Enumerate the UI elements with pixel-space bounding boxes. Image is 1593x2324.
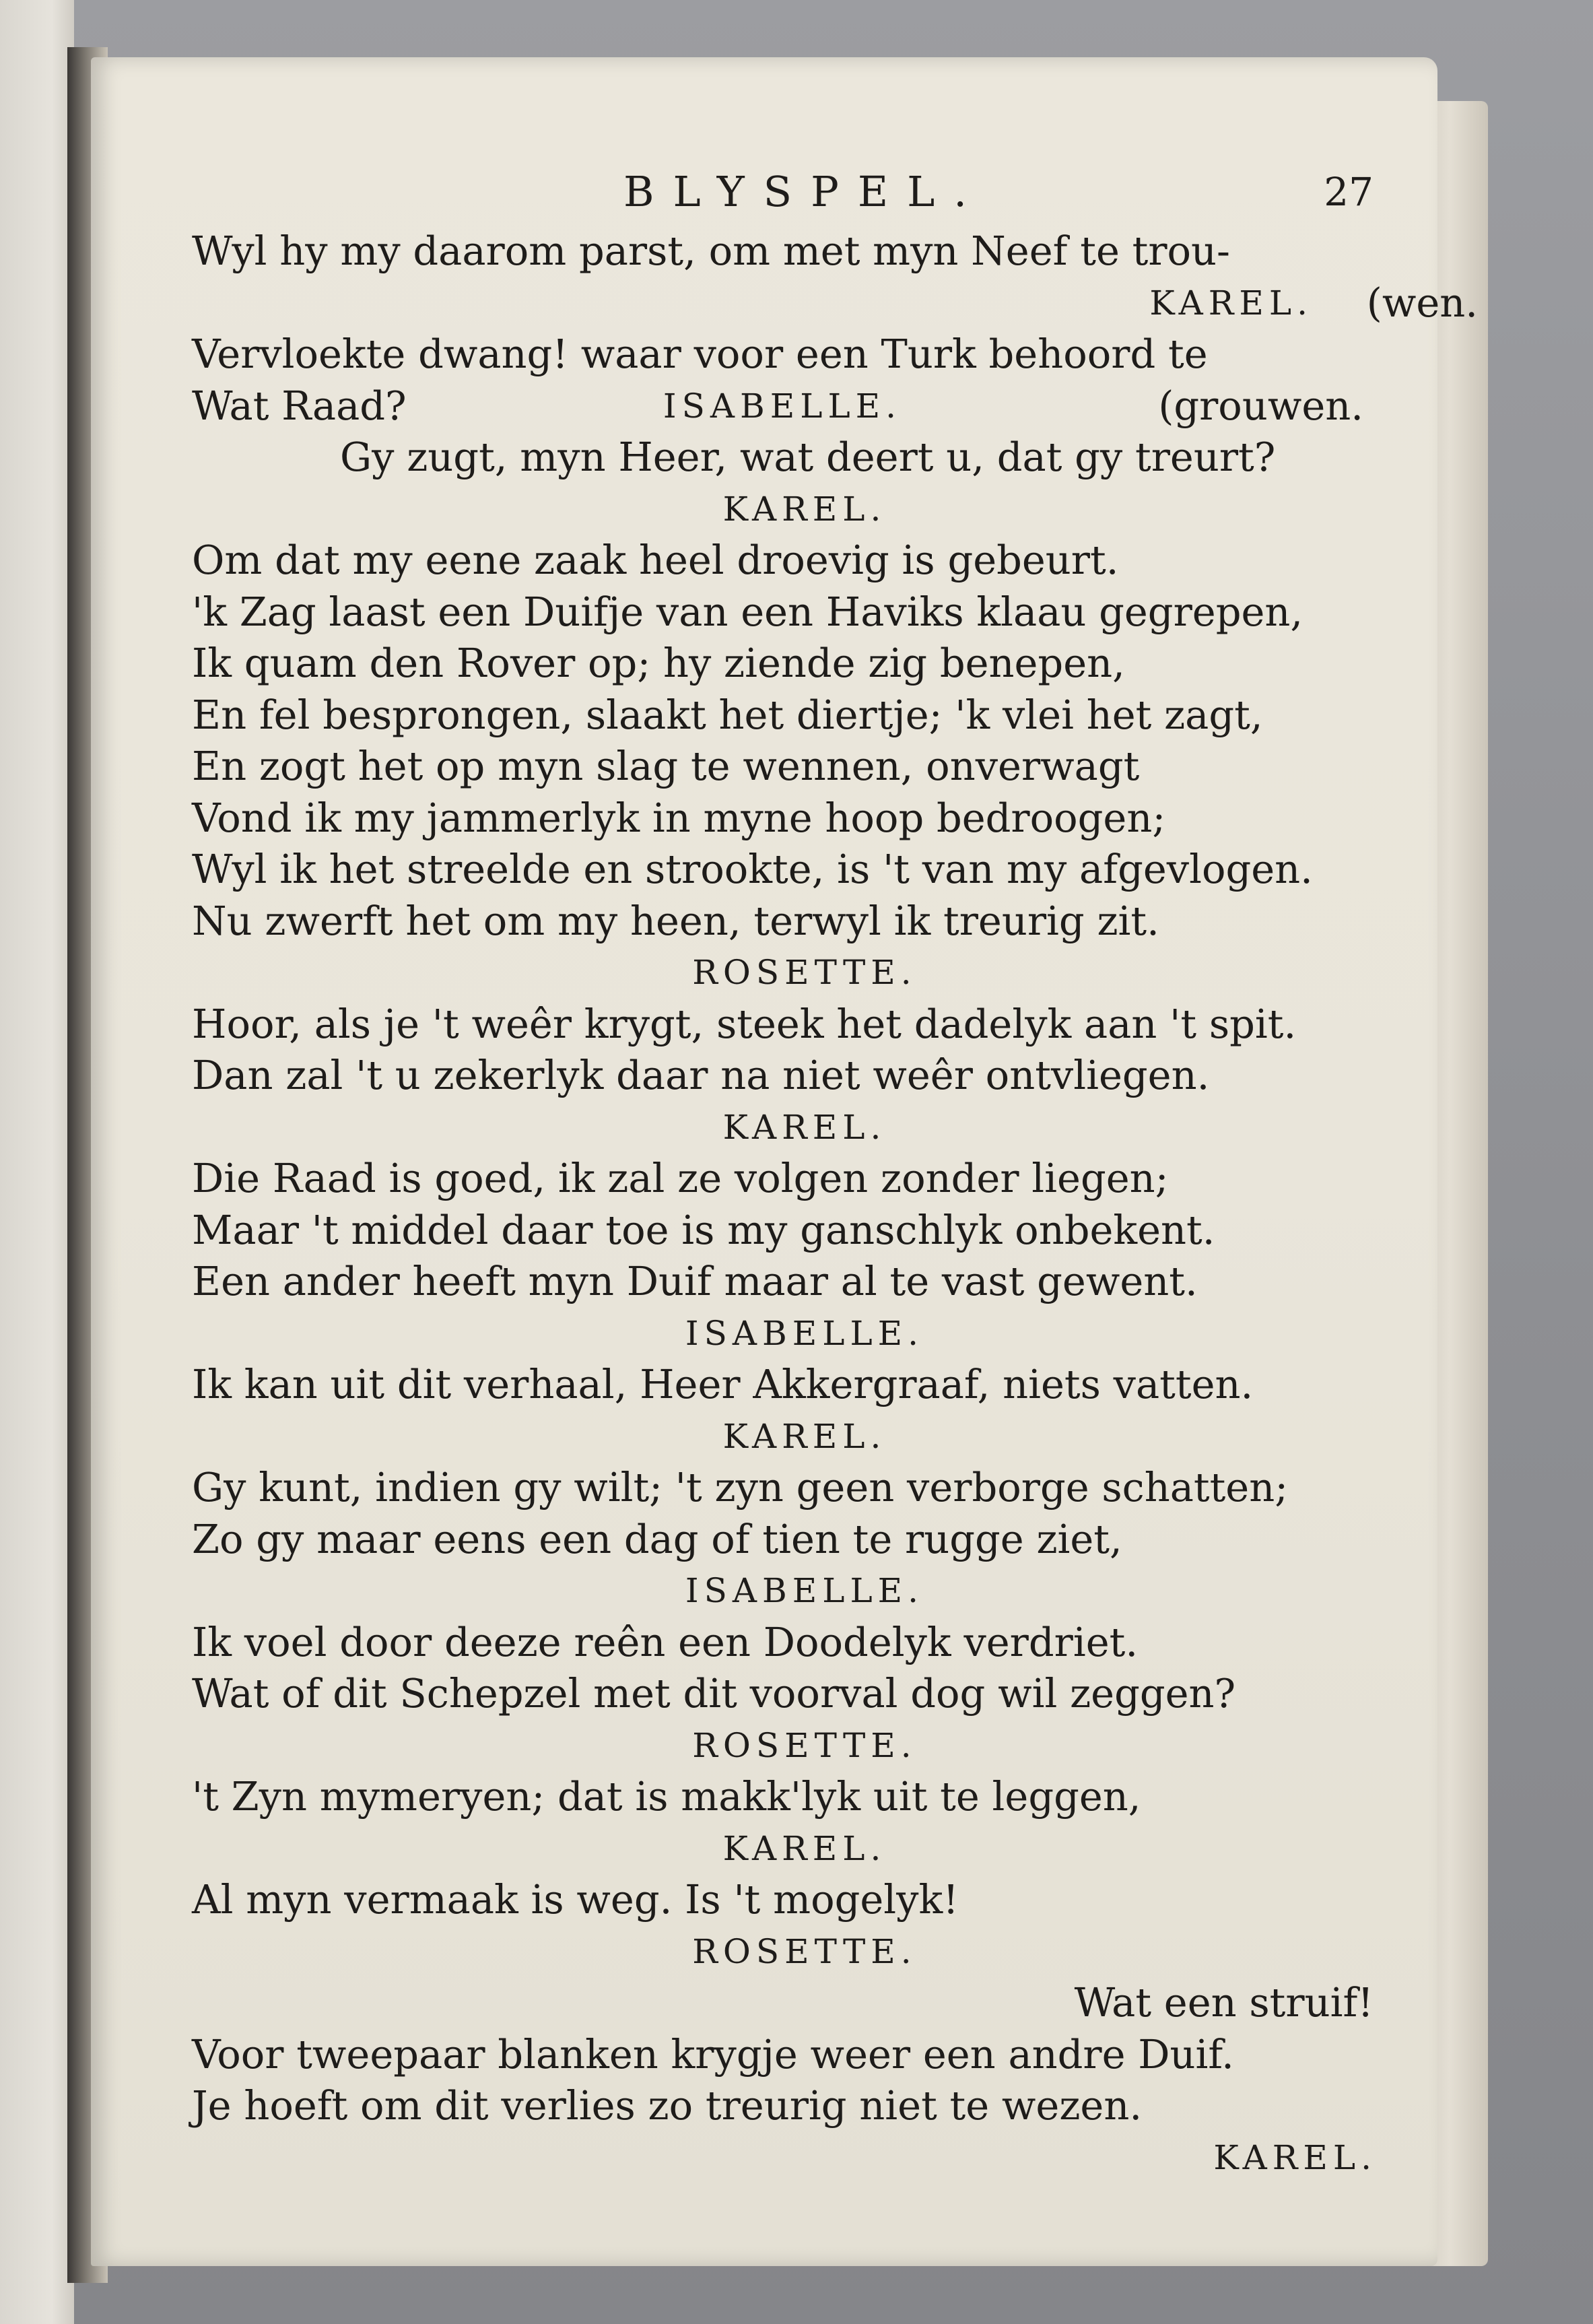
speaker-heading: ISABELLE.	[685, 1571, 924, 1610]
line-continuation: (wen.	[1366, 279, 1478, 326]
verse-line: 'k Zag laast een Duifje van een Haviks klaau gegrepen,	[192, 588, 1303, 635]
verse-line: Wat een struif!	[1074, 1979, 1374, 2026]
verse-line: Hoor, als je 't weêr krygt, steek het dadelyk aan 't spit.	[192, 1000, 1297, 1047]
verse-line: Wat of dit Schepzel met dit voorval dog wil zeggen?	[192, 1670, 1236, 1717]
verse-line: Wat Raad? ISABELLE. (grouwen.	[185, 380, 1424, 432]
verse-line: Voor tweepaar blanken krygje weer een andre Duif.	[192, 2030, 1234, 2078]
book-page	[91, 57, 1478, 2266]
verse-line: Nu zwerft het om my heen, terwyl ik treurig zit.	[192, 897, 1159, 944]
verse-line: Wyl ik het streelde en strookte, is 't van my afgevlogen.	[192, 846, 1313, 892]
verse-line: Maar 't middel daar toe is my ganschlyk onbekent.	[192, 1206, 1215, 1253]
verse-line: Al myn vermaak is weg. Is 't mogelyk!	[192, 1876, 959, 1923]
line-continuation: (grouwen.	[1158, 382, 1363, 429]
verse-line: Vervloekte dwang! waar voor een Turk behoord te	[192, 331, 1208, 377]
verse-line: En fel besprongen, slaakt het diertje; 'k vlei het zagt,	[192, 691, 1263, 738]
verse-line: Gy kunt, indien gy wilt; 't zyn geen verborge schatten;	[192, 1464, 1289, 1510]
verse-line: Die Raad is goed, ik zal ze volgen zonder liegen;	[192, 1155, 1169, 1201]
page-number: 27	[1324, 169, 1374, 215]
speaker-heading: ROSETTE.	[692, 1725, 917, 1765]
speaker-heading: KAREL.	[722, 1828, 887, 1868]
verse-line: Zo gy maar eens een dag of tien te rugge ziet,	[192, 1515, 1122, 1562]
running-title: BLYSPEL.	[623, 167, 986, 216]
verse-line: Vond ik my jammerlyk in myne hoop bedroogen;	[192, 794, 1166, 841]
speaker-heading: ROSETTE.	[692, 953, 917, 992]
verse-line: Ik voel door deeze reên een Doodelyk verdriet.	[192, 1618, 1139, 1665]
verse-line: 't Zyn mymeryen; dat is makk'lyk uit te leggen,	[192, 1773, 1141, 1820]
speaker-heading: ISABELLE.	[685, 1313, 924, 1353]
speaker-heading: ISABELLE.	[663, 386, 902, 426]
verse-line: Een ander heeft myn Duif maar al te vast gewent.	[192, 1258, 1198, 1304]
verse-line: Je hoeft om dit verlies zo treurig niet te wezen.	[192, 2082, 1143, 2129]
speaker-heading: KAREL. (wen.	[185, 277, 1424, 329]
verse-line: Wyl hy my daarom parst, om met myn Neef te trou-	[192, 228, 1230, 274]
running-header	[185, 158, 1424, 226]
verse-line: Om dat my eene zaak heel droevig is gebeurt.	[192, 537, 1119, 583]
verse-line: Dan zal 't u zekerlyk daar na niet weêr ontvliegen.	[192, 1052, 1210, 1098]
verse-line: Ik quam den Rover op; hy ziende zig benepen,	[192, 640, 1125, 686]
verse-line: En zogt het op myn slag te wennen, onverwagt	[192, 743, 1140, 789]
catchword: KAREL.	[1213, 2137, 1377, 2177]
verse-line: Ik kan uit dit verhaal, Heer Akkergraaf, niets vatten.	[192, 1361, 1254, 1407]
facing-page-edge	[0, 0, 74, 2324]
speaker-heading: KAREL.	[722, 489, 887, 529]
speaker-heading: KAREL.	[722, 1416, 887, 1456]
speaker-heading: KAREL.	[722, 1107, 887, 1147]
speaker-heading: ROSETTE.	[692, 1931, 917, 1971]
page-content	[185, 158, 1478, 2183]
verse-line: Gy zugt, myn Heer, wat deert u, dat gy treurt?	[340, 434, 1276, 480]
